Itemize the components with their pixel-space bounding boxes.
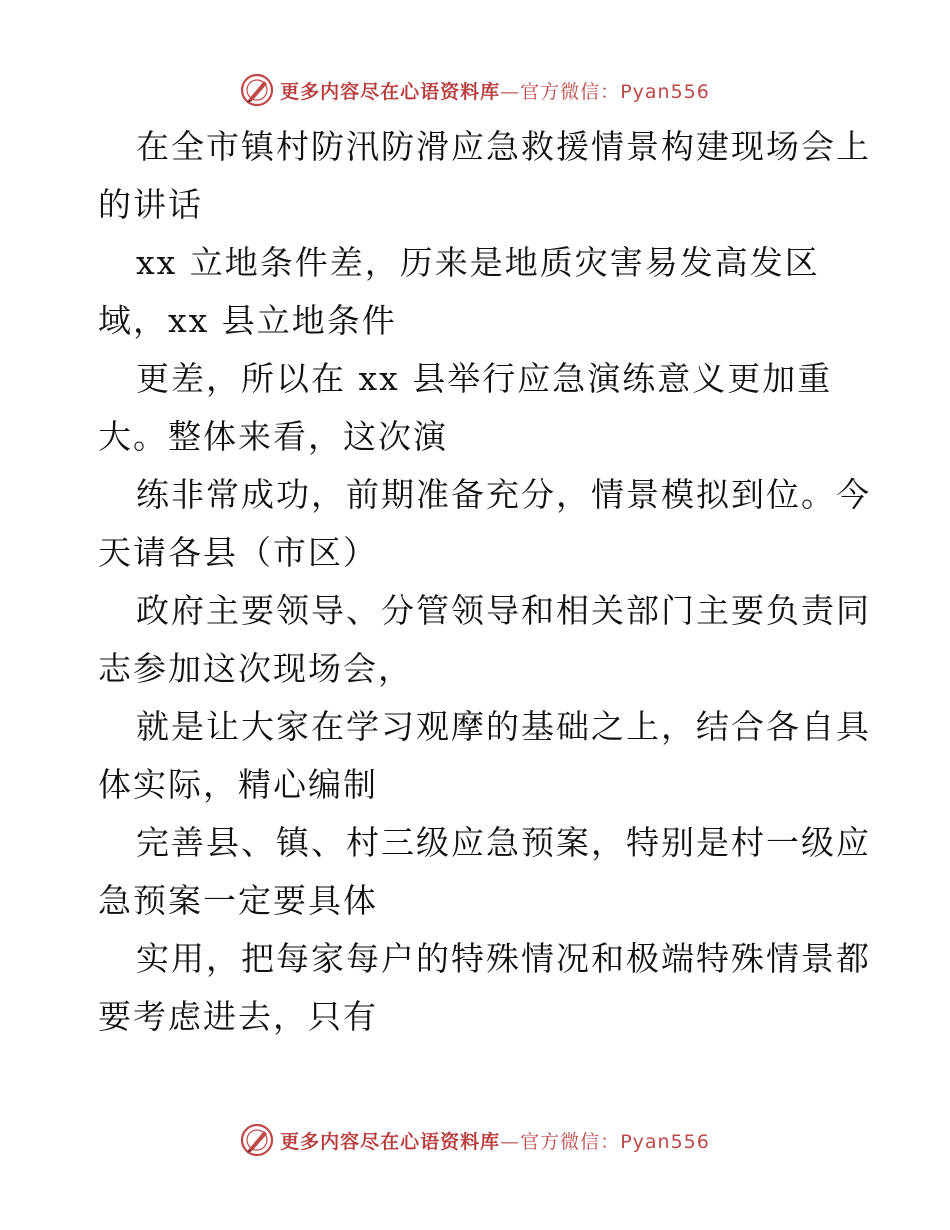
brand-name: 更多内容尽在心语资料库 <box>280 1130 501 1153</box>
wechat-id: Pyan556 <box>620 1130 710 1153</box>
paragraph-line: 体实际，精心编制 <box>98 765 378 804</box>
paragraph <box>98 930 871 1046</box>
paragraph-line: 天请各县（市区） <box>98 533 378 572</box>
paragraph-line: 要考虑进去，只有 <box>98 997 378 1036</box>
paragraph <box>98 350 858 466</box>
paragraph <box>98 118 871 234</box>
paragraph <box>98 234 858 350</box>
paragraph <box>98 814 871 930</box>
document-body <box>98 118 871 1046</box>
paragraph-line: 完善县、镇、村三级应急预案，特别是村一级应 <box>136 823 871 862</box>
paragraph-line: xx 立地条件差，历来是地质灾害易发高发区 <box>136 243 820 282</box>
banner-text <box>280 1127 710 1154</box>
paragraph-line: 大。整体来看，这次演 <box>98 417 448 456</box>
brand-name: 更多内容尽在心语资料库 <box>280 80 501 103</box>
paragraph-line: 更差，所以在 xx 县举行应急演练意义更加重 <box>136 359 833 398</box>
paragraph <box>98 466 871 582</box>
paragraph-line: 急预案一定要具体 <box>98 881 378 920</box>
wechat-label: 官方微信： <box>520 80 621 103</box>
paragraph-line: 实用，把每家每户的特殊情况和极端特殊情景都 <box>136 939 871 978</box>
paragraph-line: 的讲话 <box>98 185 203 224</box>
paragraph <box>98 698 871 814</box>
footer-banner <box>0 1120 950 1160</box>
quill-pen-logo-icon <box>240 1123 274 1157</box>
banner-separator: — <box>500 1130 521 1153</box>
quill-pen-logo-icon <box>240 73 274 107</box>
wechat-id: Pyan556 <box>620 80 710 103</box>
banner-separator: — <box>500 80 521 103</box>
paragraph-line: 域，xx 县立地条件 <box>98 301 397 340</box>
paragraph-line: 在全市镇村防汛防滑应急救援情景构建现场会上 <box>136 127 871 166</box>
header-banner <box>0 70 950 110</box>
banner-text <box>280 77 710 104</box>
paragraph-line: 志参加这次现场会， <box>98 649 413 688</box>
paragraph-line: 政府主要领导、分管领导和相关部门主要负责同 <box>136 591 871 630</box>
paragraph-line: 就是让大家在学习观摩的基础之上，结合各自具 <box>136 707 871 746</box>
wechat-label: 官方微信： <box>520 1130 621 1153</box>
paragraph-line: 练非常成功，前期准备充分，情景模拟到位。今 <box>136 475 871 514</box>
paragraph <box>98 582 871 698</box>
